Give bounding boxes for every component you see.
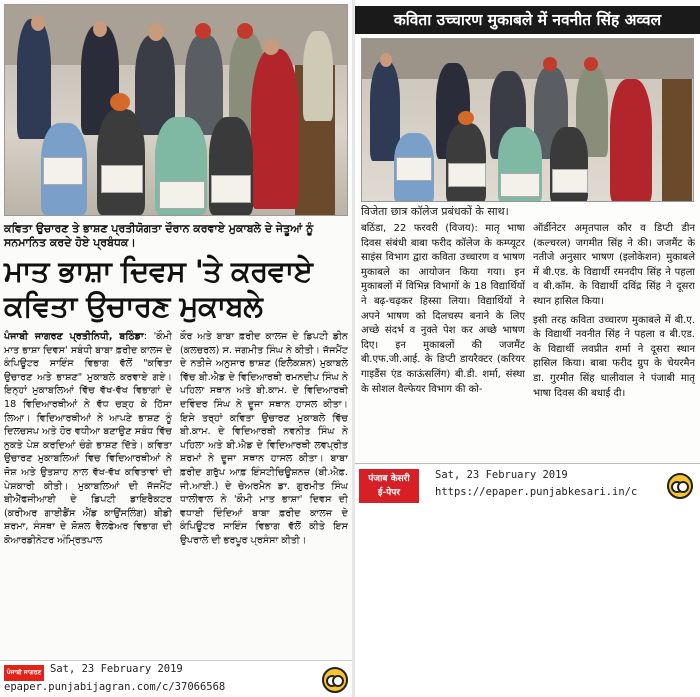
- certificate: [43, 157, 83, 185]
- footer-url[interactable]: https://epaper.punjabkesari.in/c: [435, 486, 638, 498]
- byline: ਪੰਜਾਬੀ ਜਾਗਰਣ ਪ੍ਰਤੀਨਿਧੀ, ਬਠਿੰਡਾ: [4, 331, 144, 342]
- logo-line-2: ई-पेपर: [377, 488, 401, 498]
- owl-icon: [667, 473, 693, 499]
- logo-line-1: पंजाब केसरी: [368, 474, 410, 484]
- article-column-1: [4, 330, 172, 658]
- headline-banner: कविता उच्चारण मुकाबले में नवनीत सिंह अव्वल: [355, 6, 700, 34]
- certificate: [396, 157, 432, 181]
- article-text: : 'ਕੌਮੀ ਮਾਤ ਭਾਸ਼ਾ ਦਿਵਸ' ਸਬੰਧੀ ਬਾਬਾ ਫ਼ਰੀਦ ਕਾਲਜ ਦੇ ਕੰਪਿਊਟਰ ਸਾਇੰਸ ਵਿਭਾਗ ਵੱਲੋਂ "ਕਵਿਤਾ ਉਚਾਰਣ ਅਤੇ ਭਾਸ਼ਣ" ਮੁਕਾਬਲੇ ਕਰਵਾਏ ਗਏ। ਇਨ੍ਹਾਂ ਮੁਕਾਬਲਿਆਂ ਵਿੱਚ ਵੱਖ-ਵੱਖ ਵਿਭਾਗਾਂ ਦੇ 18 ਵਿਦਿਆਰਥੀਆਂ ਨੇ ਵੱਧ ਚੜ੍ਹ ਕੇ ਹਿੱਸਾ ਲਿਆ। ਵਿਦਿਆਰਥੀਆਂ ਨੇ ਆਪਣੇ ਭਾਸ਼ਣ ਨੂੰ ਦਿਲਚਸਪ ਅਤੇ ਹੋਰ ਵਧੀਆ ਬਣਾਉਣ ਸਬੰਧ ਵਿੱਚ ਨੁਕਤੇ ਪੇਸ਼ ਕਰਦਿਆਂ ਚੰਗੇ ਭਾਸ਼ਣ ਦਿੱਤੇ। ਕਵਿਤਾ ਉਚਾਰਣ ਮੁਕਾਬਲਿਆਂ ਵਿਚ ਵਿਦਿਆਰਥੀਆਂ ਨੇ ਜੋਸ਼ ਅਤੇ ਉਤਸ਼ਾਹ ਨਾਲ ਵੱਖ-ਵੱਖ ਕਵਿਤਾਵਾਂ ਦੀ ਪੇਸ਼ਕਾਰੀ ਕੀਤੀ। ਮੁਕਾਬਲਿਆਂ ਦੀ ਜੱਜਮੈਂਟ ਬੀਐੱਫਜੀਆਈ ਦੇ ਡਿਪਟੀ ਡਾਇਰੈਕਟਰ (ਕਰੀਅਰ ਗਾਈਡੈਂਸ ਐਂਡ ਕਾਉਂਸਲਿੰਗ) ਬੀਡੀ ਸ਼ਰਮਾ, ਸੰਸਥਾ ਦੇ ਸ਼ੋਸ਼ਲ ਵੈਲਫੇਅਰ ਵਿਭਾਗ ਦੀ ਕੋਆਰਡੀਨੇਟਰ ਅੰਮ੍ਰਿਤਪਾਲ: [4, 331, 172, 546]
- kesari-footer: [355, 463, 700, 509]
- article-text: बठिंडा, 22 फरवरी (विजय): मातृ भाषा दिवस संबंधी बाबा फरीद कॉलेज के कम्प्यूटर साइंस विभाग द्वारा कविता उच्चारण व भाषण मुकाबले का आयोजन किया गया। इन मुकाबलों में विभिन्न विभागों के 18 विद्यार्थियों ने बढ़-चढ़कर हिस्सा लिया। विद्यार्थियों ने अपने भाषण को दिलचस्प बनाने के लिए अच्छे संदर्भ व नुक्ते पेश कर अच्छे भाषण दिए। इन मुकाबलों की जजमैंट बी.एफ.जी.आई. के डिप्टी डायरैक्टर (करियर गाइडैंस एंड काऊंसलिंग) बी.डी. शर्मा, संस्था के सोशल वैल्फेयर विभाग की को-: [361, 223, 525, 395]
- winners-photo: [361, 38, 694, 202]
- certificate: [211, 175, 251, 203]
- article-text: इसी तरह कविता उच्चारण मुकाबले में बी.ए. के विद्यार्थी नवनीत सिंह ने पहला व बी.एड. के विद्यार्थी लवप्रीत शर्मा ने दूसरा स्थान हासिल किया। बाबा फरीद ग्रुप के चेयरमैन डा. गुरमीत सिंह धालीवाल ने पंजाबी मातृ भाषा दिवस की बधाई दी।: [533, 314, 695, 399]
- certificate: [101, 165, 143, 193]
- footer-url[interactable]: epaper.punjabijagran.com/c/37066568: [4, 681, 226, 693]
- article-column-1: [361, 222, 525, 460]
- headline-line-1: ਮਾਤ ਭਾਸ਼ਾ ਦਿਵਸ 'ਤੇ ਕਰਵਾਏ: [4, 254, 313, 288]
- jagran-footer: [0, 660, 352, 697]
- jagran-logo: ਪੰਜਾਬੀ ਜਾਗਰਣ: [4, 665, 44, 681]
- award-ceremony-photo: [4, 4, 348, 216]
- footer-date: Sat, 23 February 2019: [435, 469, 568, 481]
- footer-date: Sat, 23 February 2019: [50, 663, 183, 675]
- article-text: ऑर्डीनेटर अमृतपाल कौर व डिप्टी डीन (कल्चरल) जगमीत सिंह ने की। जजमैंट के नतीजे अनुसार भाषण (इलोकेशन) मुकाबले में बी.एड. के विद्यार्थी रमनदीप सिंह ने पहला व बी.कॉम. के विद्यार्थी दविंद्र सिंह ने दूसरा स्थान हासिल किया।: [533, 223, 695, 307]
- blank-area: [355, 510, 700, 697]
- certificate: [500, 173, 540, 197]
- article-text: ਕੌਰ ਅਤੇ ਬਾਬਾ ਫ਼ਰੀਦ ਕਾਲਜ ਦੇ ਡਿਪਟੀ ਡੀਨ (ਕਲਚਰਲ) ਸ. ਜਗਮੀਤ ਸਿੰਘ ਨੇ ਕੀਤੀ। ਜੱਜਮੈਂਟ ਦੇ ਨਤੀਜੇ ਅਨੁਸਾਰ ਭਾਸ਼ਣ (ਇਲੈਕਸ਼ਨ) ਮੁਕਾਬਲੇ ਵਿੱਚ ਬੀ.ਐਡ ਦੇ ਵਿਦਿਆਰਥੀ ਰਮਨਦੀਪ ਸਿੰਘ ਨੇ ਪਹਿਲਾ ਸਥਾਨ ਅਤੇ ਬੀ.ਕਾਮ. ਦੇ ਵਿਦਿਆਰਥੀ ਦਵਿੰਦਰ ਸਿੰਘ ਨੇ ਦੂਜਾ ਸਥਾਨ ਹਾਸਲ ਕੀਤਾ। ਇਸੇ ਤਰ੍ਹਾਂ ਕਵਿਤਾ ਉਚਾਰਣ ਮੁਕਾਬਲੇ ਵਿੱਚ ਬੀ.ਕਾਮ. ਦੇ ਵਿਦਿਆਰਥੀ ਨਵਨੀਤ ਸਿੰਘ ਨੇ ਪਹਿਲਾ ਅਤੇ ਬੀ.ਐਡ ਦੇ ਵਿਦਿਆਰਥੀ ਲਵਪ੍ਰੀਤ ਸ਼ਰਮਾਂ ਨੇ ਦੂਜਾ ਸਥਾਨ ਹਾਸਲ ਕੀਤਾ। ਬਾਬਾ ਫ਼ਰੀਦ ਗਰੁੱਪ ਆਫ਼ ਇੰਸਟੀਚਿਊਸ਼ਨਜ਼ (ਬੀ.ਐਫ਼. ਜੀ.ਆਈ.) ਦੇ ਚੇਅਰਮੈਨ ਡਾ. ਗੁਰਮੀਤ ਸਿੰਘ ਧਾਲੀਵਾਲ ਨੇ 'ਕੌਮੀ ਮਾਤ ਭਾਸ਼ਾ' ਦਿਵਸ ਦੀ ਵਧਾਈ ਦਿੰਦਿਆਂ ਬਾਬਾ ਫ਼ਰੀਦ ਕਾਲਜ ਦੇ ਕੰਪਿਊਟਰ ਸਾਇੰਸ ਵਿਭਾਗ ਵੱਲੋਂ ਕੀਤੇ ਇਸ ਉਪਰਾਲੇ ਦੀ ਭਰਪੂਰ ਪ੍ਰਸੰਸਾ ਕੀਤੀ।: [180, 331, 348, 546]
- certificate: [552, 169, 588, 193]
- certificate: [159, 181, 205, 209]
- owl-icon: [322, 667, 348, 693]
- photo-caption: ਕਵਿਤਾ ਉਚਾਰਣ ਤੇ ਭਾਸ਼ਣ ਪ੍ਰਤੀਯੋਗਤਾ ਦੌਰਾਨ ਕਰਵਾਏ ਮੁਕਾਬਲੇ ਦੇ ਜੇਤੂਆਂ ਨੂੰ ਸਨਮਾਨਿਤ ਕਰਦੇ ਹੋਏ ਪ੍ਰਬੰਧਕ।: [4, 222, 314, 249]
- certificate: [448, 163, 486, 187]
- headline-line-2: ਕਵਿਤਾ ਉਚਾਰਣ ਮੁਕਾਬਲੇ: [4, 289, 263, 323]
- punjab-kesari-logo: [359, 469, 419, 503]
- article-column-2: [533, 222, 695, 460]
- punjab-kesari-clipping: [355, 0, 700, 520]
- photo-caption: विजेता छात्र कॉलेज प्रबंधकों के साथ।: [361, 205, 509, 218]
- article-column-2: [180, 330, 348, 658]
